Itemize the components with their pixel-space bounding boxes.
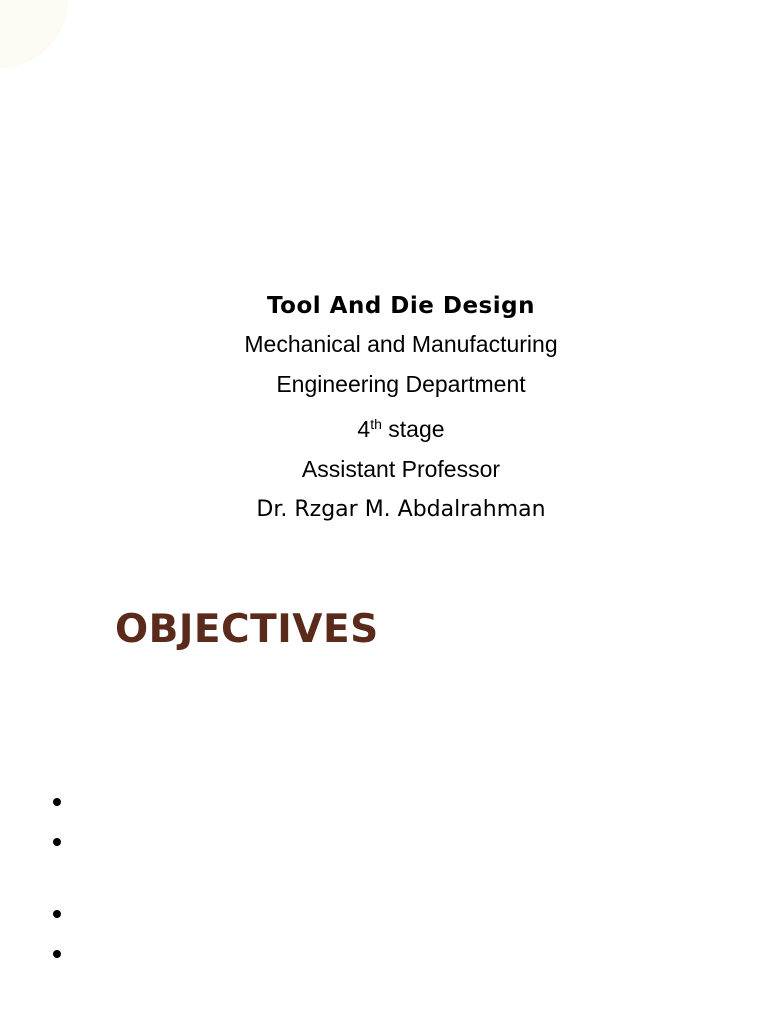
department-line-2: Engineering Department [276, 371, 526, 397]
academic-rank: Assistant Professor [301, 456, 501, 482]
bullet-dot-1 [53, 798, 61, 806]
stage-word: stage [381, 416, 445, 442]
bullet-dot-2 [53, 838, 61, 846]
cover-title-block [0, 288, 768, 531]
course-title: Tool And Die Design [267, 293, 535, 319]
corner-decoration [0, 0, 68, 68]
objectives-heading: OBJECTIVES [115, 607, 379, 652]
stage-number: 4 [357, 416, 371, 442]
stage-line [0, 404, 768, 449]
department-line-1: Mechanical and Manufacturing [244, 331, 558, 357]
bullet-dot-3 [53, 910, 61, 918]
instructor-name: Dr. Rzgar M. Abdalrahman [256, 497, 546, 522]
bullet-dot-4 [53, 950, 61, 958]
stage-suffix: th [370, 416, 382, 432]
